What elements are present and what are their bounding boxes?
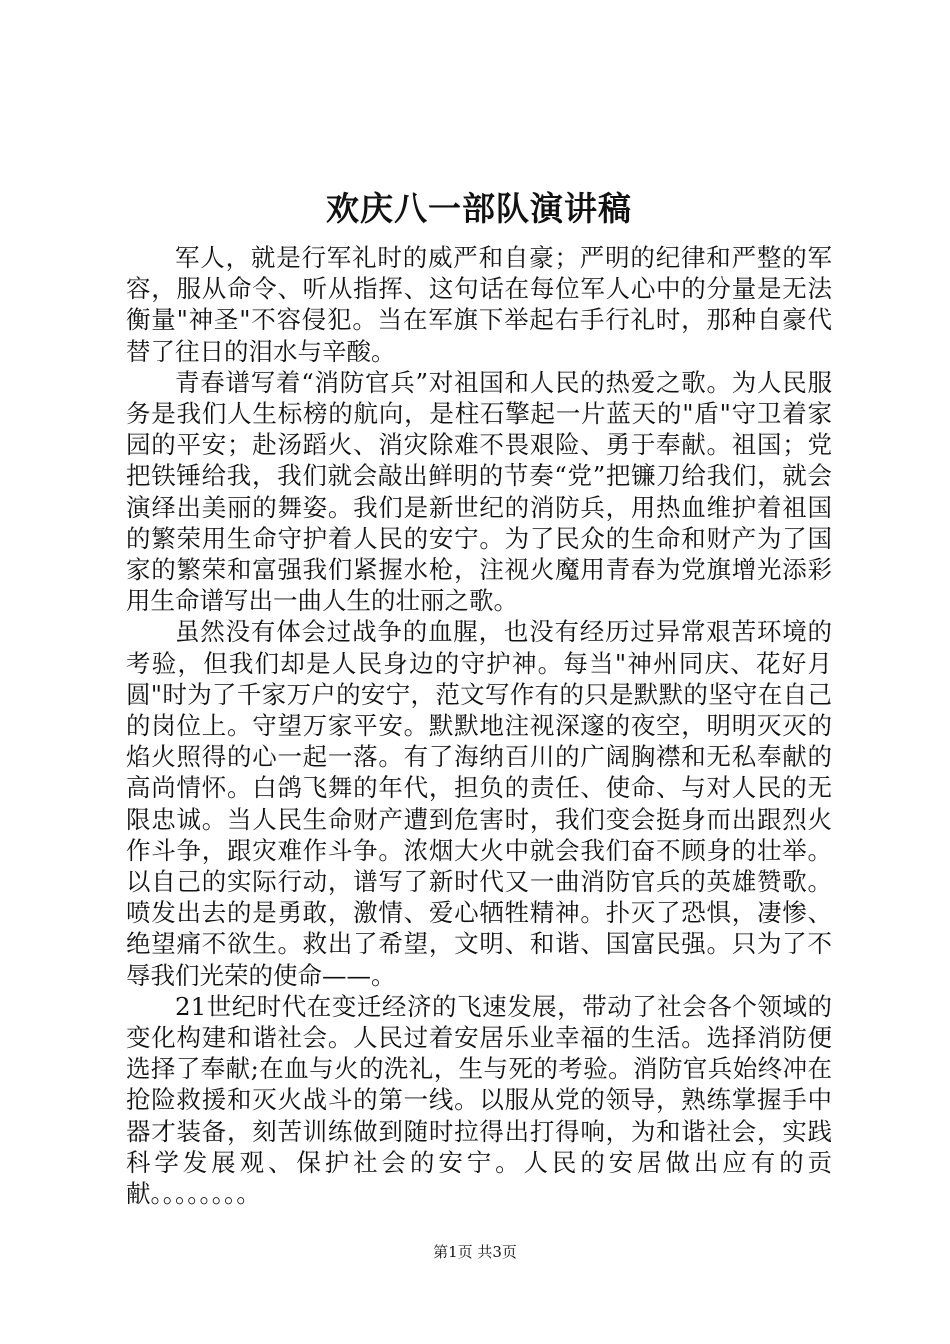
paragraph-3: 虽然没有体会过战争的血腥，也没有经历过异常艰苦环境的考验，但我们却是人民身边的守护神。每当"神州同庆、花好月圆"时为了千家万户的安宁，范文写作有的只是默默的坚守在自己的岗位上。守望万家平安。默默地注视深邃的夜空，明明灭灭的焰火照得的心一起一落。有了海纳百川的广阔胸襟和无私奉献的高尚情怀。白鸽飞舞的年代，担负的责任、使命、与对人民的无限忠诚。当人民生命财产遭到危害时，我们变会挺身而出跟烈火作斗争，跟灾难作斗争。浓烟大火中就会我们奋不顾身的壮举。以自己的实际行动，谱写了新时代又一曲消防官兵的英雄赞歌。喷发出去的是勇敢，激情、爱心牺牲精神。扑灭了恐惧，凄惨、绝望痛不欲生。救出了希望，文明、和谐、国富民强。只为了不辱我们光荣的使命——。 bbox=[126, 617, 832, 990]
paragraph-1: 军人，就是行军礼时的威严和自豪；严明的纪律和严整的军容，服从命令、听从指挥、这句话在每位军人心中的分量是无法衡量"神圣"不容侵犯。当在军旗下举起右手行礼时，那种自豪代替了往日的泪水与辛酸。 bbox=[126, 243, 832, 366]
paragraph-2: 青春谱写着“消防官兵”对祖国和人民的热爱之歌。为人民服务是我们人生标榜的航向，是柱石擎起一片蓝天的"盾"守卫着家园的平安；赴汤蹈火、消灾除难不畏艰险、勇于奉献。祖国；党把铁锤给我，我们就会敲出鲜明的节奏“党”把镰刀给我们，就会演绎出美丽的舞姿。我们是新世纪的消防兵，用热血维护着祖国的繁荣用生命守护着人民的安宁。为了民众的生命和财产为了国家的繁荣和富强我们紧握水枪，注视火魔用青春为党旗增光添彩用生命谱写出一曲人生的壮丽之歌。 bbox=[126, 367, 832, 616]
document-title: 欢庆八一部队演讲稿 bbox=[326, 189, 632, 228]
page-footer: 第1页 共3页 bbox=[433, 1243, 517, 1261]
paragraph-4: 21世纪时代在变迁经济的飞速发展，带动了社会各个领域的变化构建和谐社会。人民过着安居乐业幸福的生活。选择消防便选择了奉献;在血与火的洗礼，生与死的考验。消防官兵始终冲在抢险救援和灭火战斗的第一线。以服从党的领导，熟练掌握手中器才装备，刻苦训练做到随时拉得出打得响，为和谐社会，实践科学发展观、保护社会的安宁。人民的安居做出应有的贡献。。。。。。。。 bbox=[126, 991, 832, 1209]
document-page bbox=[126, 182, 832, 1209]
